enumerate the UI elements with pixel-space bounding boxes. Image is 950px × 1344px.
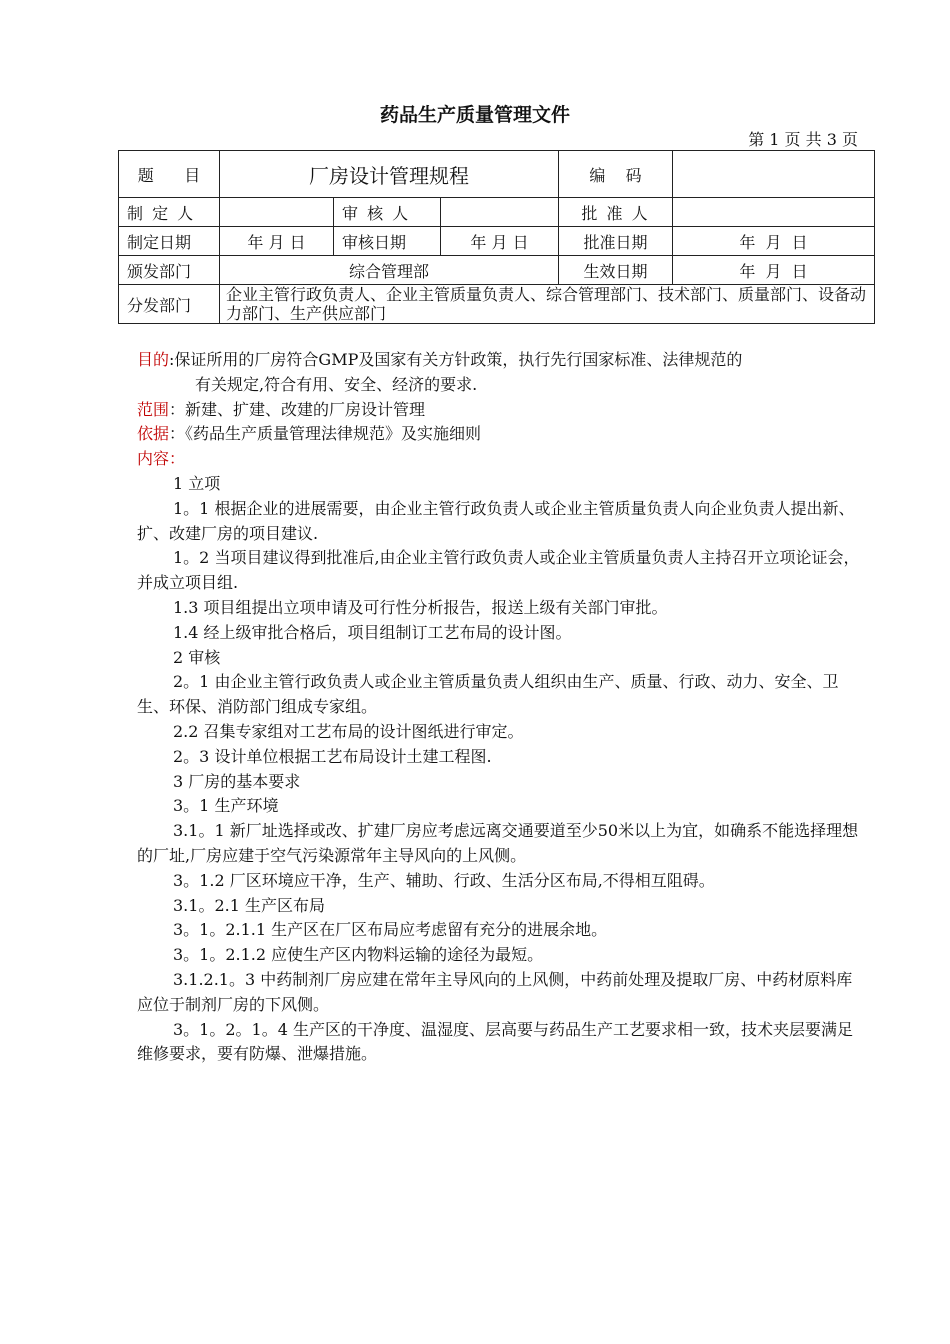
list-item: 3.1。1 新厂址选择或改、扩建厂房应考虑远离交通要道至少50米以上为宜，如确系不能选择理想的厂址,厂房应建于空气污染源常年主导风向的上风侧。 [137, 821, 859, 865]
list-item: 3。1。2.1.1 生产区在厂区布局应考虑留有充分的进展余地。 [173, 920, 608, 940]
issue-dept-value: 综合管理部 [220, 256, 559, 285]
basis-line [137, 422, 861, 447]
list-item: 1.4 经上级审批合格后，项目组制订工艺布局的设计图。 [173, 622, 572, 642]
effective-date-value: 年 月 日 [673, 256, 875, 285]
scope-label: 范围 [137, 399, 170, 419]
purpose-text-cont: 有关规定,符合有用、安全、经济的要求. [195, 374, 478, 394]
list-item: 1 立项 [173, 473, 221, 493]
subject-label: 题 目 [119, 151, 220, 198]
list-item: 3。1。2.1.2 应使生产区内物料运输的途径为最短。 [173, 945, 544, 965]
purpose-label: 目的 [137, 350, 170, 369]
drafter-value [220, 198, 334, 227]
dist-dept-label: 分发部门 [119, 285, 220, 324]
review-date-label: 审核日期 [334, 227, 441, 256]
scope-text: ：新建、扩建、改建的厂房设计管理 [169, 399, 426, 419]
table-row [119, 256, 875, 285]
table-row [119, 285, 875, 324]
draft-date-value: 年 月 日 [220, 227, 334, 256]
table-row [119, 227, 875, 256]
list-item: 1。1 根据企业的进展需要，由企业主管行政负责人或企业主管质量负责人向企业负责人提出新、扩、改建厂房的项目建议. [137, 498, 855, 543]
purpose-line [137, 348, 861, 373]
reviewer-value [441, 198, 559, 227]
list-item: 3。1。2。1。4 生产区的干净度、温湿度、层高要与药品生产工艺要求相一致，技术夹层要满足维修要求，要有防爆、泄爆措施。 [137, 1019, 853, 1064]
list-item: 3.1.2.1。3 中药制剂厂房应建在常年主导风向的上风侧，中药前处理及提取厂房、中药材原料库应位于制剂厂房的下风侧。 [137, 969, 853, 1014]
list-item: 3.1。2.1 生产区布局 [173, 895, 325, 915]
approve-date-label: 批准日期 [559, 227, 673, 256]
issue-dept-label: 颁发部门 [119, 256, 220, 285]
effective-date-label: 生效日期 [559, 256, 673, 285]
list-item: 2 审核 [173, 647, 221, 667]
list-item: 2.2 召集专家组对工艺布局的设计图纸进行审定。 [173, 721, 524, 741]
purpose-text: :保证所用的厂房符合GMP及国家有关方针政策，执行先行国家标准、法律规范的 [169, 350, 743, 369]
review-date-value: 年 月 日 [441, 227, 559, 256]
code-label: 编 码 [559, 151, 673, 198]
code-value [673, 151, 875, 198]
list-item: 2。3 设计单位根据工艺布局设计土建工程图. [173, 746, 492, 766]
basis-text: ：《药品生产质量管理法律规范》及实施细则 [169, 424, 482, 444]
document-info-table [118, 150, 875, 324]
list-item: 2。1 由企业主管行政负责人或企业主管质量负责人组织由生产、质量、行政、动力、安全、卫生、环保、消防部门组成专家组。 [137, 672, 839, 717]
table-row [119, 151, 875, 198]
approver-value [673, 198, 875, 227]
list-item: 1.3 项目组提出立项申请及可行性分析报告，报送上级有关部门审批。 [173, 597, 668, 617]
list-item: 3 厂房的基本要求 [173, 771, 301, 791]
content-colon: ： [169, 449, 186, 469]
list-item: 3。1.2 厂区环境应干净，生产、辅助、行政、生活分区布局,不得相互阻碍。 [173, 870, 715, 890]
list-item: 1。2 当项目建议得到批准后,由企业主管行政负责人或企业主管质量负责人主持召开立项论证会，并成立项目组. [137, 548, 860, 593]
scope-line [137, 398, 861, 423]
content-heading [137, 447, 861, 472]
table-row [119, 198, 875, 227]
page-number: 第 1 页 共 3 页 [748, 130, 858, 149]
document-body [137, 348, 861, 1067]
approve-date-value: 年 月 日 [673, 227, 875, 256]
drafter-label: 制 定 人 [119, 198, 220, 227]
dist-dept-value: 企业主管行政负责人、企业主管质量负责人、综合管理部门、技术部门、质量部门、设备动力部门、生产供应部门 [220, 285, 875, 324]
approver-label: 批 准 人 [559, 198, 673, 227]
subject-value: 厂房设计管理规程 [220, 151, 559, 198]
basis-label: 依据 [137, 424, 170, 444]
draft-date-label: 制定日期 [119, 227, 220, 256]
list-item: 3。1 生产环境 [173, 796, 279, 816]
content-label: 内容 [137, 449, 170, 469]
reviewer-label: 审 核 人 [334, 198, 441, 227]
document-title: 药品生产质量管理文件 [379, 104, 570, 126]
